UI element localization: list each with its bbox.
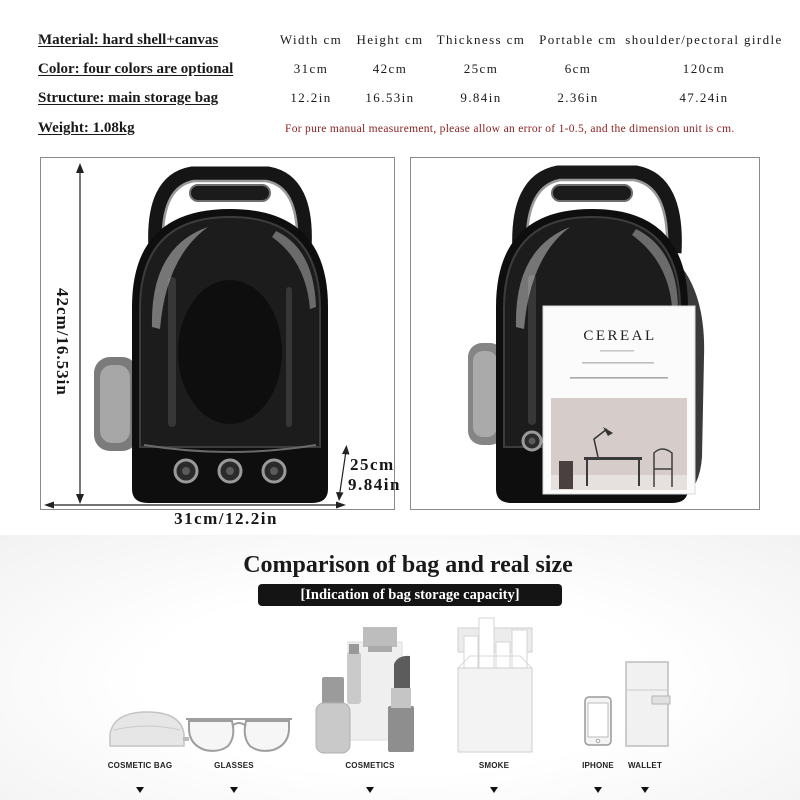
marker-icon <box>594 787 602 793</box>
top-handle <box>552 185 632 201</box>
color-label: Color: four colors are optional <box>38 61 234 77</box>
structure-label: Structure: main storage bag <box>38 90 219 106</box>
thickness-in-value: 9.84in <box>460 90 502 105</box>
marker-icon <box>230 787 238 793</box>
phone-icon <box>585 697 611 745</box>
vent-hole <box>175 460 197 482</box>
width-dimension-label: 31cm/12.2in <box>174 509 278 528</box>
vent-hole <box>263 460 285 482</box>
shoulder-in-value: 47.24in <box>679 90 729 105</box>
depth-dimension-in-label: 9.84in <box>348 475 401 494</box>
height-in-value: 16.53in <box>365 90 415 105</box>
cosmetics-icon <box>316 627 414 753</box>
header-shoulder-girdle: shoulder/pectoral girdle <box>625 32 783 47</box>
magazine-photo <box>551 398 687 490</box>
dimension-photo-graphic <box>40 157 395 510</box>
top-handle <box>190 185 270 201</box>
magazine-title: CEREAL <box>583 328 657 344</box>
glasses-icon <box>186 719 292 751</box>
item-label-iphone: IPHONE <box>582 761 614 770</box>
weight-label: Weight: 1.08kg <box>38 120 135 136</box>
comparison-title: Comparison of bag and real size <box>243 552 573 578</box>
marker-icon <box>366 787 374 793</box>
material-label: Material: hard shell+canvas <box>38 32 219 48</box>
height-dimension-label: 42cm/16.53in <box>53 288 72 396</box>
cigarette-pack-icon <box>458 618 532 752</box>
thickness-cm-value: 25cm <box>463 61 499 76</box>
header-height: Height cm <box>356 32 424 47</box>
size-photo <box>410 157 760 510</box>
shoulder-cm-value: 120cm <box>682 61 726 76</box>
header-width: Width cm <box>279 32 343 47</box>
portable-cm-value: 6cm <box>564 61 592 76</box>
wallet-icon <box>626 662 670 746</box>
dimension-photo <box>40 157 395 510</box>
item-label-wallet: WALLET <box>627 761 663 770</box>
height-cm-value: 42cm <box>372 61 408 76</box>
capacity-badge: [Indication of bag storage capacity] <box>258 584 562 606</box>
width-cm-value: 31cm <box>293 61 329 76</box>
size-photo-graphic <box>410 157 760 510</box>
magazine <box>543 306 695 494</box>
header-portable: Portable cm <box>539 32 617 47</box>
depth-dimension-cm-label: 25cm <box>350 455 395 474</box>
vent-hole <box>523 432 541 450</box>
marker-icon <box>490 787 498 793</box>
item-label-smoke: SMOKE <box>478 761 510 770</box>
storage-items-illustration <box>0 610 800 760</box>
measurement-note: For pure manual measurement, please allow an error of 1-0.5, and the dimension unit is cm. <box>285 123 735 135</box>
marker-icon <box>641 787 649 793</box>
portable-in-value: 2.36in <box>557 90 599 105</box>
item-label-glasses: GLASSES <box>214 761 254 770</box>
item-label-cosmetics: COSMETICS <box>345 761 395 770</box>
header-thickness: Thickness cm <box>436 32 526 47</box>
cosmetic-bag-icon <box>110 712 189 746</box>
item-label-cosmetic-bag: COSMETIC BAG <box>107 761 173 770</box>
width-in-value: 12.2in <box>290 90 332 105</box>
marker-icon <box>136 787 144 793</box>
vent-hole <box>219 460 241 482</box>
